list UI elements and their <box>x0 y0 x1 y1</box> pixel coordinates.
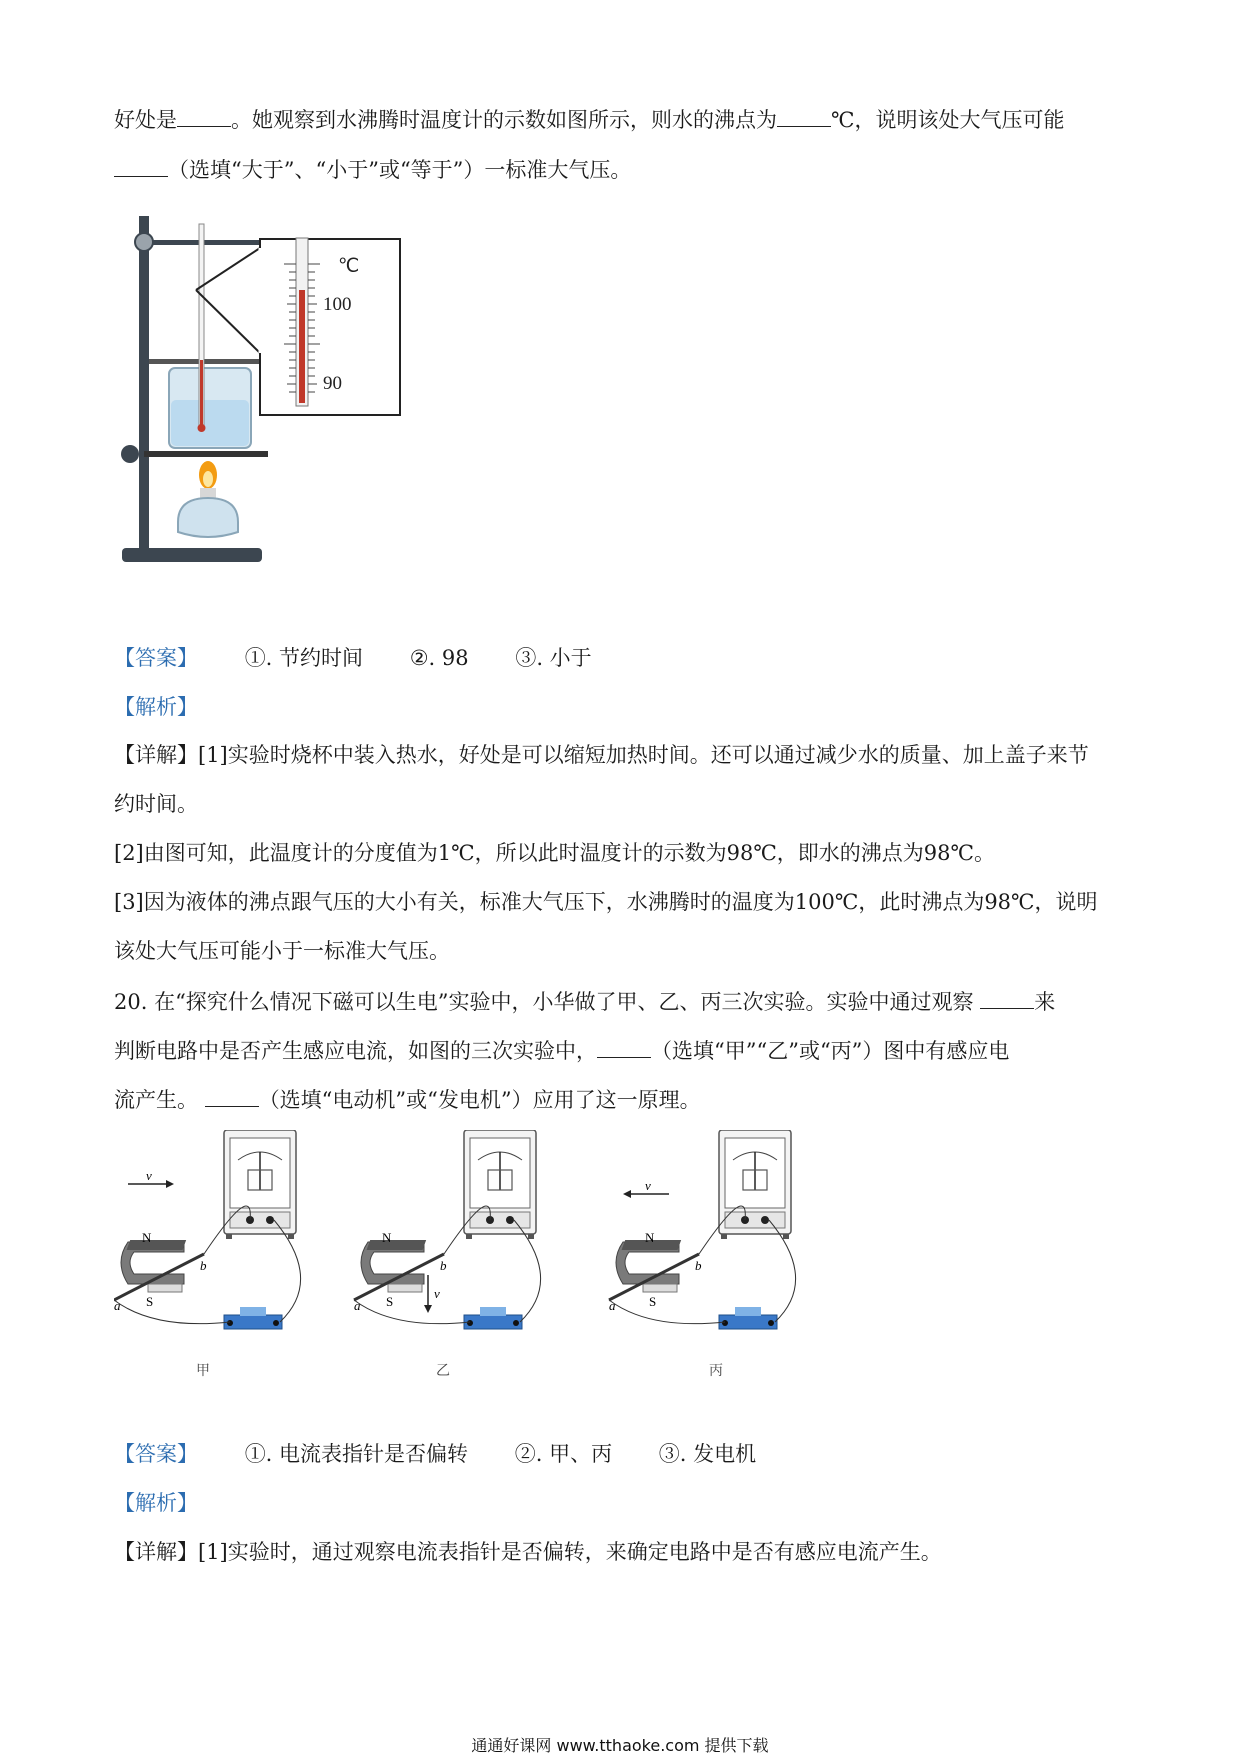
figure-caption-yi: 乙 <box>436 1363 450 1379</box>
figure-bing <box>609 1130 796 1379</box>
unit-label: ℃ <box>338 256 360 277</box>
svg-text:v: v <box>645 1178 651 1193</box>
clamp-knob <box>135 233 153 251</box>
svg-text:b: b <box>695 1258 702 1273</box>
q19-text-line-2: （选填“大于”、“小于”或“等于”）一标准大气压。 <box>114 158 631 181</box>
tick-label-90: 90 <box>323 373 342 394</box>
alcohol-burner <box>178 498 238 537</box>
svg-text:a: a <box>354 1298 361 1313</box>
q20-text-line-2: 判断电路中是否产生感应电流，如图的三次实验中， （选填“甲”“乙”或“丙”）图中有感应电 <box>114 1039 1010 1063</box>
svg-text:v: v <box>434 1286 440 1301</box>
answer-item: ②. 98 <box>409 646 469 670</box>
q19-text-line-1: 好处是 。她观察到水沸腾时温度计的示数如图所示，则水的沸点为 ℃，说明该处大气压可能 <box>114 108 1065 132</box>
figure-jia <box>114 1130 301 1379</box>
figure-caption-jia: 甲 <box>196 1363 210 1379</box>
answer-blank <box>980 990 1034 1009</box>
svg-text:b: b <box>440 1258 447 1273</box>
answer-item: ③. 发电机 <box>658 1442 757 1466</box>
svg-text:N: N <box>645 1230 655 1245</box>
svg-text:S: S <box>146 1294 154 1309</box>
answer-label: 【答案】 <box>114 646 198 670</box>
svg-text:b: b <box>200 1258 207 1273</box>
q19-detail-line-2: 约时间。 <box>114 792 198 816</box>
induction-experiment-figures <box>114 1130 844 1390</box>
answer-item: ①. 节约时间 <box>244 646 364 670</box>
q20-text-line-3: 流产生。 （选填“电动机”或“发电机”）应用了这一原理。 <box>114 1088 701 1112</box>
q19-detail-line-1: 【详解】[1]实验时烧杯中装入热水，好处是可以缩短加热时间。还可以通过减少水的质量、加上盖子来节 <box>114 743 1089 767</box>
page-footer: 通通好课网 www.tthaoke.com 提供下载 <box>471 1736 769 1755</box>
q19-answer <box>114 648 592 669</box>
answer-blank <box>177 108 231 127</box>
answer-item: ②. 甲、丙 <box>514 1442 613 1466</box>
figure-yi <box>354 1130 541 1379</box>
svg-text:N: N <box>382 1230 392 1245</box>
answer-item: ①. 电流表指针是否偏转 <box>244 1442 469 1466</box>
svg-text:a: a <box>609 1298 616 1313</box>
svg-text:S: S <box>649 1294 657 1309</box>
boiling-apparatus-figure <box>116 210 416 570</box>
ring-knob <box>121 445 139 463</box>
answer-label: 【答案】 <box>114 1442 198 1466</box>
answer-blank <box>777 108 831 127</box>
svg-text:v: v <box>146 1168 152 1183</box>
stand-pole <box>139 216 149 552</box>
q20-answer <box>114 1444 756 1465</box>
q20-detail-line-1: 【详解】[1]实验时，通过观察电流表指针是否偏转，来确定电路中是否有感应电流产生。 <box>114 1540 942 1564</box>
svg-text:S: S <box>386 1294 394 1309</box>
figure-caption-bing: 丙 <box>709 1363 723 1379</box>
answer-blank <box>597 1039 651 1058</box>
svg-text:N: N <box>142 1230 152 1245</box>
svg-text:a: a <box>114 1298 121 1313</box>
q20-analysis-label: 【解析】 <box>114 1491 198 1515</box>
q19-detail-line-5: 该处大气压可能小于一标准大气压。 <box>114 939 450 963</box>
answer-item: ③. 小于 <box>515 646 592 670</box>
answer-blank <box>205 1088 259 1107</box>
answer-blank <box>114 158 168 177</box>
q19-analysis-label: 【解析】 <box>114 695 198 719</box>
tick-label-100: 100 <box>323 294 352 315</box>
q19-detail-line-3: [2]由图可知，此温度计的分度值为1℃，所以此时温度计的示数为98℃，即水的沸点为98℃。 <box>114 841 996 865</box>
q20-text-line-1: 20. 在“探究什么情况下磁可以生电”实验中，小华做了甲、乙、丙三次实验。实验中通过观察 来 <box>114 990 1056 1014</box>
q19-detail-line-4: [3]因为液体的沸点跟气压的大小有关，标准大气压下，水沸腾时的温度为100℃，此时沸点为98℃，说明 <box>114 890 1098 914</box>
